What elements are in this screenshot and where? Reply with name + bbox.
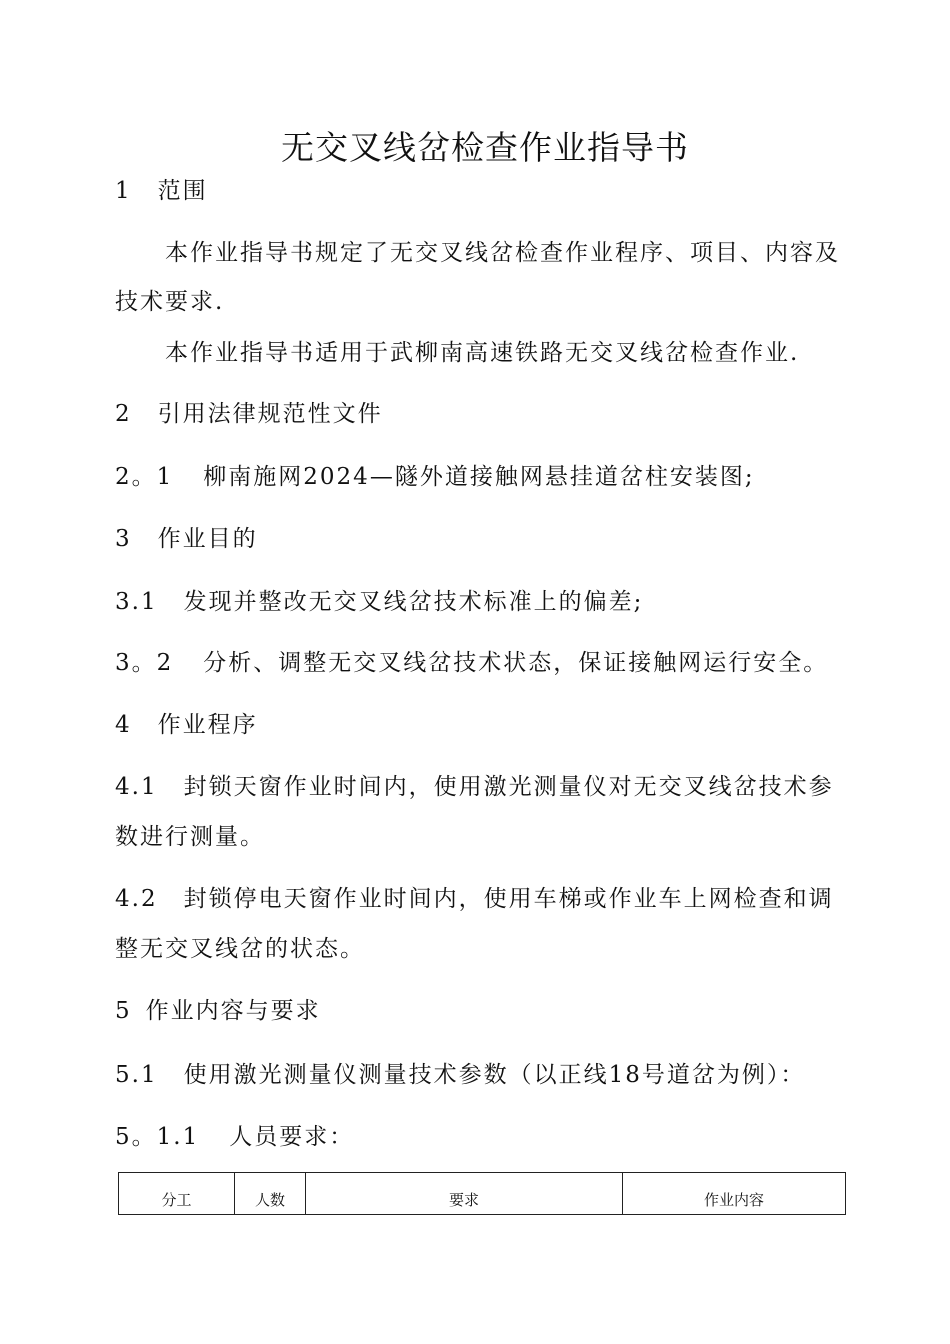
section-heading-text: 引用法律规范性文件	[157, 401, 383, 427]
clause-number: 4.1	[115, 774, 158, 800]
table-header-cell: 作业内容	[623, 1173, 846, 1215]
clause-number: 4.2	[115, 886, 158, 912]
section-3-heading	[115, 522, 258, 556]
staff-requirements-table	[118, 1172, 846, 1215]
section-2-heading	[115, 397, 383, 431]
clause-text: 封锁天窗作业时间内，使用激光测量仪对无交叉线岔技术参	[183, 774, 834, 800]
clause-text: 分析、调整无交叉线岔技术状态，保证接触网运行安全。	[203, 650, 829, 676]
paragraph-scope-line-2: 技术要求.	[115, 289, 225, 315]
clause-text: 柳南施网2024—隧外道接触网悬挂道岔柱安装图;	[203, 464, 755, 490]
section-number: 1	[115, 178, 132, 204]
clause-3-2	[115, 646, 828, 680]
clause-number: 3.1	[115, 589, 158, 615]
clause-4-2-line-2: 整无交叉线岔的状态。	[115, 936, 365, 962]
table-header-cell: 要求	[306, 1173, 623, 1215]
section-5-heading	[115, 994, 321, 1028]
section-heading-text: 范围	[157, 178, 208, 204]
clause-text: 发现并整改无交叉线岔技术标准上的偏差;	[183, 589, 644, 615]
document-title: 无交叉线岔检查作业指导书	[281, 128, 689, 167]
clause-text: 使用激光测量仪测量技术参数（以正线18号道岔为例）：	[183, 1062, 806, 1088]
section-heading-text: 作业程序	[157, 712, 258, 738]
section-number: 2	[115, 401, 132, 427]
section-1-heading	[115, 174, 208, 208]
clause-2-1	[115, 460, 755, 494]
paragraph-scope-line-1: 本作业指导书规定了无交叉线岔检查作业程序、项目、内容及	[165, 240, 840, 266]
section-4-heading	[115, 708, 258, 742]
clause-4-2-line-1	[115, 882, 834, 916]
section-number: 5	[115, 998, 132, 1024]
clause-5-1	[115, 1058, 805, 1092]
clause-4-1-line-1	[115, 770, 834, 804]
clause-text: 封锁停电天窗作业时间内，使用车梯或作业车上网检查和调	[183, 886, 834, 912]
clause-number: 2。1	[115, 464, 174, 490]
table-header-cell: 人数	[235, 1173, 306, 1215]
section-heading-text: 作业目的	[157, 526, 258, 552]
section-heading-text: 作业内容与要求	[145, 998, 321, 1024]
clause-number: 3。2	[115, 650, 174, 676]
section-number: 3	[115, 526, 132, 552]
section-number: 4	[115, 712, 132, 738]
clause-number: 5。1.1	[115, 1124, 200, 1150]
clause-4-1-line-2: 数进行测量。	[115, 824, 265, 850]
table-header-row	[119, 1173, 846, 1215]
paragraph-applicability: 本作业指导书适用于武柳南高速铁路无交叉线岔检查作业.	[165, 340, 800, 366]
clause-number: 5.1	[115, 1062, 158, 1088]
clause-5-1-1	[115, 1120, 354, 1154]
clause-text: 人员要求：	[229, 1124, 355, 1150]
table-header-cell: 分工	[119, 1173, 235, 1215]
clause-3-1	[115, 585, 643, 619]
